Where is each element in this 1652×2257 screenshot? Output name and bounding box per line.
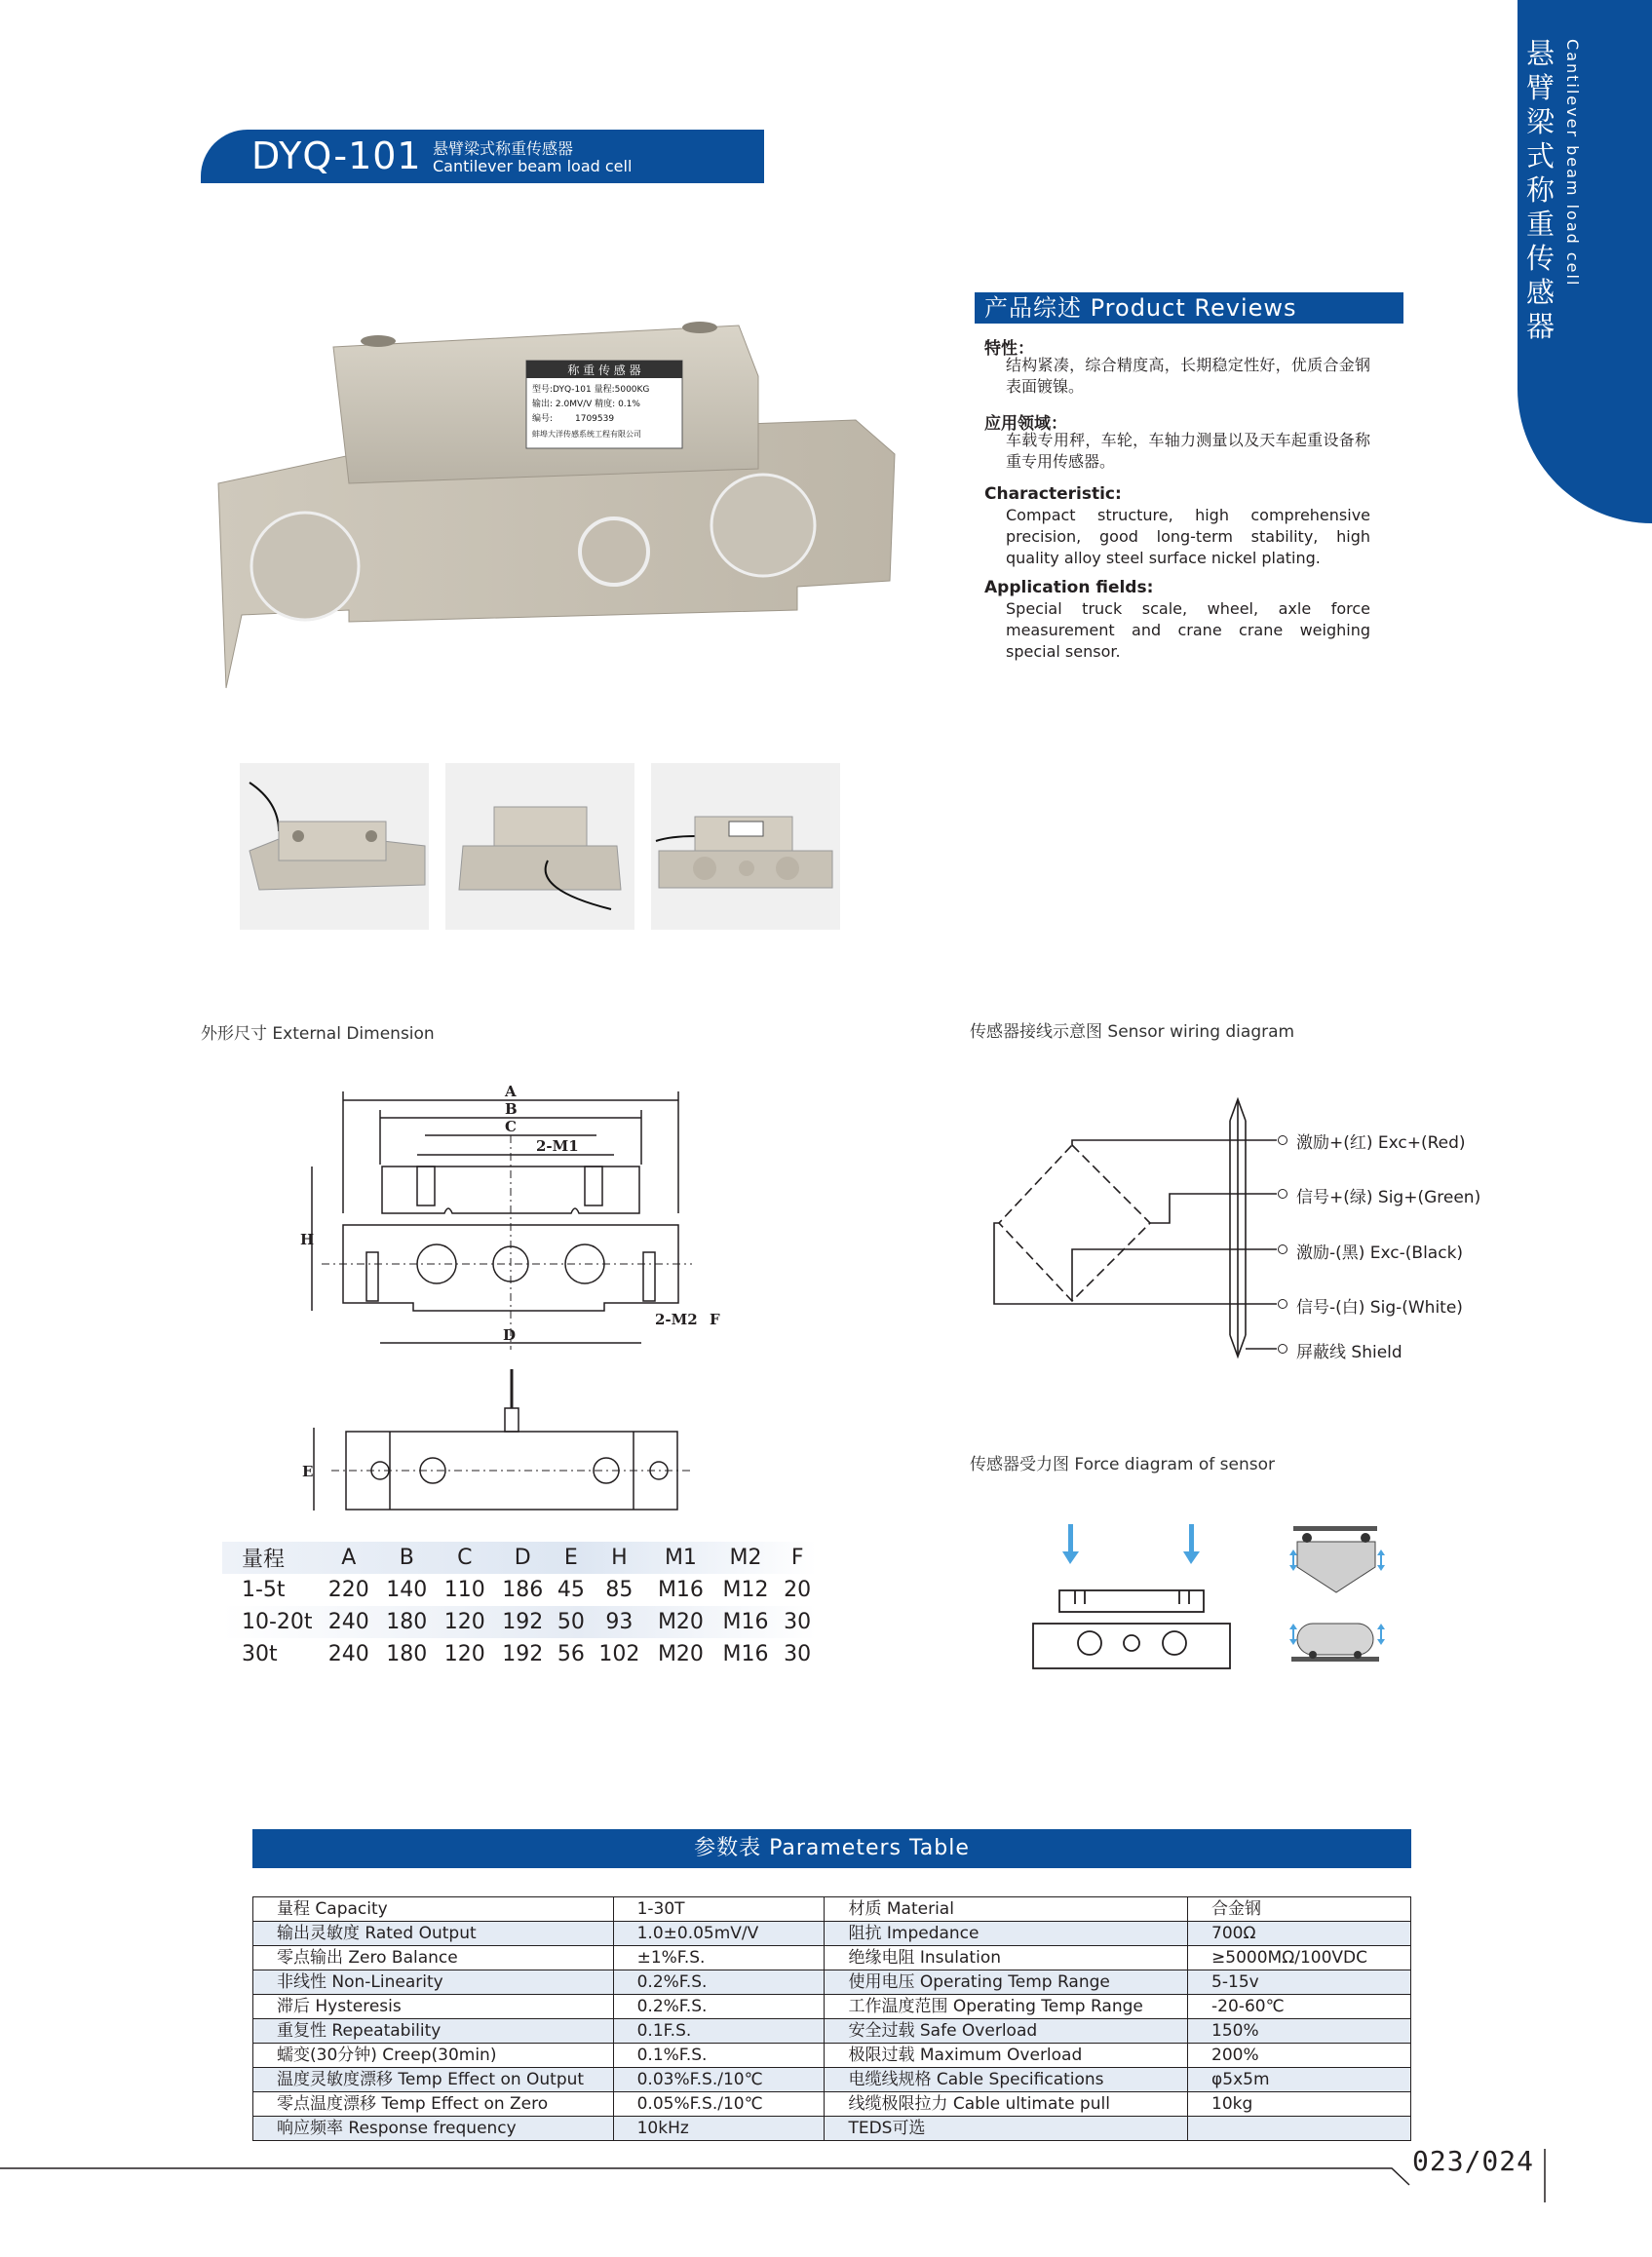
spec-header: E xyxy=(563,1546,578,1570)
wiring-diagram xyxy=(984,1091,1277,1364)
label-serial: 1709539 xyxy=(575,414,615,424)
params-row xyxy=(253,1946,1411,1970)
param-value: 0.1F.S. xyxy=(613,2019,825,2044)
wire-label: 信号+(绿) Sig+(Green) xyxy=(1296,1188,1481,1207)
param-value: 200% xyxy=(1188,2044,1411,2068)
spec-cell: 85 xyxy=(605,1578,634,1602)
terminal-icon xyxy=(1278,1299,1287,1309)
dim-label-m2: 2-M2 xyxy=(655,1311,698,1328)
param-name: 线缆极限拉力 Cable ultimate pull xyxy=(825,2092,1188,2117)
param-name: 电缆线规格 Cable Specifications xyxy=(825,2068,1188,2092)
force-diagram xyxy=(1028,1520,1394,1676)
label-line2: 输出: 2.0MV/V 精度: 0.1% xyxy=(532,400,640,409)
spec-row xyxy=(222,1574,817,1606)
review-text: Special truck scale, wheel, axle force measurement and crane crane weighing special sensor. xyxy=(1006,599,1370,661)
spec-header: M2 xyxy=(729,1546,762,1570)
product-name-cn: 悬臂梁式称重传感器 xyxy=(433,139,574,158)
wire-label: 屏蔽线 Shield xyxy=(1296,1343,1402,1362)
dim-label-f: F xyxy=(710,1311,720,1328)
review-text: 车载专用秤，车轮，车轴力测量以及天车起重设备称重专用传感器。 xyxy=(1006,431,1370,471)
params-row xyxy=(253,1897,1411,1922)
wire-label: 信号-(白) Sig-(White) xyxy=(1296,1298,1463,1318)
param-value: 0.2%F.S. xyxy=(613,1970,825,1995)
param-name: 温度灵敏度漂移 Temp Effect on Output xyxy=(253,2068,614,2092)
thumbnail-photo-2 xyxy=(445,763,634,930)
param-value: 0.03%F.S./10℃ xyxy=(613,2068,825,2092)
param-name: 滞后 Hysteresis xyxy=(253,1995,614,2019)
spec-cell: 30 xyxy=(784,1642,812,1666)
product-name-en: Cantilever beam load cell xyxy=(433,157,633,175)
spec-cell: M20 xyxy=(657,1642,704,1666)
spec-cell: 140 xyxy=(386,1578,428,1602)
params-table xyxy=(252,1896,1411,2141)
terminal-icon xyxy=(1278,1135,1287,1145)
params-row xyxy=(253,2068,1411,2092)
wire-label: 激励-(黑) Exc-(Black) xyxy=(1296,1243,1464,1263)
dim-label-c: C xyxy=(505,1118,517,1135)
spec-table xyxy=(222,1542,817,1670)
spec-cell: 30 xyxy=(784,1610,812,1634)
param-value: 5-15v xyxy=(1188,1970,1411,1995)
spec-cell: M12 xyxy=(722,1578,769,1602)
spec-cell: 180 xyxy=(386,1642,428,1666)
spec-header: B xyxy=(399,1546,414,1570)
param-value: 10kg xyxy=(1188,2092,1411,2117)
side-tab-en: Cantilever beam load cell xyxy=(1563,39,1582,287)
param-value: 合金钢 xyxy=(1188,1897,1411,1922)
spec-cell: 110 xyxy=(443,1578,485,1602)
side-tab-cn: 悬臂梁式称重传感器 xyxy=(1526,37,1556,343)
param-name: 量程 Capacity xyxy=(253,1897,614,1922)
dim-label-d: D xyxy=(503,1326,517,1344)
dimension-drawing xyxy=(292,1077,750,1525)
param-name: TEDS可选 xyxy=(825,2117,1188,2141)
dim-label-h: H xyxy=(300,1231,315,1248)
spec-cell: 1-5t xyxy=(242,1578,286,1602)
param-value: ±1%F.S. xyxy=(613,1946,825,1970)
spec-cell: 30t xyxy=(242,1642,278,1666)
params-row xyxy=(253,2044,1411,2068)
label-line1: 型号:DYQ-101 量程:5000KG xyxy=(532,385,650,395)
param-name: 非线性 Non-Linearity xyxy=(253,1970,614,1995)
review-heading: Characteristic: xyxy=(984,484,1122,504)
spec-cell: 102 xyxy=(598,1642,640,1666)
param-value: -20-60℃ xyxy=(1188,1995,1411,2019)
spec-row xyxy=(222,1638,817,1670)
spec-cell: 56 xyxy=(557,1642,585,1666)
spec-header-row xyxy=(222,1542,817,1574)
param-name: 绝缘电阻 Insulation xyxy=(825,1946,1188,1970)
footer-rule xyxy=(0,2144,1652,2202)
spec-header: D xyxy=(514,1546,531,1570)
param-value: 0.05%F.S./10℃ xyxy=(613,2092,825,2117)
spec-cell: 120 xyxy=(443,1610,485,1634)
param-value: 0.1%F.S. xyxy=(613,2044,825,2068)
dim-label-e: E xyxy=(302,1463,314,1480)
wiring-section-label: 传感器接线示意图 Sensor wiring diagram xyxy=(970,1022,1295,1042)
label-line3: 编号: xyxy=(532,414,554,424)
spec-cell: 220 xyxy=(327,1578,369,1602)
review-text: Compact structure, high comprehensive precision, good long-term stability, high quality alloy steel surface nickel plating. xyxy=(1006,506,1370,567)
param-value: 0.2%F.S. xyxy=(613,1995,825,2019)
param-name: 响应频率 Response frequency xyxy=(253,2117,614,2141)
param-value: 1-30T xyxy=(613,1897,825,1922)
param-name: 使用电压 Operating Temp Range xyxy=(825,1970,1188,1995)
terminal-icon xyxy=(1278,1244,1287,1254)
param-name: 极限过载 Maximum Overload xyxy=(825,2044,1188,2068)
force-section-label: 传感器受力图 Force diagram of sensor xyxy=(970,1455,1276,1474)
param-name: 安全过载 Safe Overload xyxy=(825,2019,1188,2044)
reviews-title: 产品综述 Product Reviews xyxy=(984,294,1297,322)
spec-cell: 240 xyxy=(327,1610,369,1634)
param-name: 阻抗 Impedance xyxy=(825,1922,1188,1946)
params-row xyxy=(253,2117,1411,2141)
spec-cell: 180 xyxy=(386,1610,428,1634)
param-value: 1.0±0.05mV/V xyxy=(613,1922,825,1946)
dim-label-b: B xyxy=(505,1100,518,1118)
spec-cell: 186 xyxy=(502,1578,544,1602)
thumbnail-photo-1 xyxy=(240,763,429,930)
model-number: DYQ-101 xyxy=(251,134,422,177)
param-value: 10kHz xyxy=(613,2117,825,2141)
param-value: φ5x5m xyxy=(1188,2068,1411,2092)
spec-cell: 192 xyxy=(502,1610,544,1634)
param-name: 材质 Material xyxy=(825,1897,1188,1922)
spec-cell: M16 xyxy=(722,1642,769,1666)
spec-cell: M16 xyxy=(722,1610,769,1634)
dim-label-m1: 2-M1 xyxy=(536,1137,579,1155)
param-value xyxy=(1188,2117,1411,2141)
spec-cell: 93 xyxy=(605,1610,634,1634)
review-text: 结构紧凑，综合精度高，长期稳定性好，优质合金钢表面镀镍。 xyxy=(1006,356,1370,396)
param-name: 零点输出 Zero Balance xyxy=(253,1946,614,1970)
terminal-icon xyxy=(1278,1344,1287,1354)
wire-label: 激励+(红) Exc+(Red) xyxy=(1296,1133,1466,1153)
params-row xyxy=(253,1922,1411,1946)
page-number: 023/024 xyxy=(1412,2145,1535,2177)
param-value: ≥5000MΩ/100VDC xyxy=(1188,1946,1411,1970)
params-row xyxy=(253,1995,1411,2019)
spec-row xyxy=(222,1606,817,1638)
spec-header: M1 xyxy=(664,1546,697,1570)
review-heading: Application fields: xyxy=(984,578,1154,597)
review-heading: 特性： xyxy=(984,339,1034,359)
params-row xyxy=(253,2092,1411,2117)
spec-cell: 45 xyxy=(557,1578,585,1602)
param-name: 零点温度漂移 Temp Effect on Zero xyxy=(253,2092,614,2117)
spec-header: 量程 xyxy=(242,1548,286,1572)
spec-cell: 20 xyxy=(784,1578,812,1602)
label-company: 蚌埠大洋传感系统工程有限公司 xyxy=(532,430,641,439)
dim-label-a: A xyxy=(505,1083,517,1100)
spec-cell: 10-20t xyxy=(242,1610,313,1634)
param-value: 700Ω xyxy=(1188,1922,1411,1946)
label-title: 称 重 传 感 器 xyxy=(567,363,641,377)
spec-cell: M16 xyxy=(657,1578,704,1602)
spec-header: C xyxy=(457,1546,473,1570)
spec-cell: 240 xyxy=(327,1642,369,1666)
params-row xyxy=(253,2019,1411,2044)
params-row xyxy=(253,1970,1411,1995)
product-photo xyxy=(212,318,906,693)
dimension-section-label: 外形尺寸 External Dimension xyxy=(201,1024,435,1044)
review-heading: 应用领域： xyxy=(984,414,1067,434)
param-name: 输出灵敏度 Rated Output xyxy=(253,1922,614,1946)
terminal-icon xyxy=(1278,1189,1287,1199)
params-title: 参数表 Parameters Table xyxy=(694,1836,970,1860)
thumbnail-photo-3 xyxy=(651,763,840,930)
param-name: 重复性 Repeatability xyxy=(253,2019,614,2044)
spec-cell: M20 xyxy=(657,1610,704,1634)
spec-cell: 50 xyxy=(557,1610,585,1634)
spec-cell: 120 xyxy=(443,1642,485,1666)
spec-cell: 192 xyxy=(502,1642,544,1666)
param-name: 蠕变(30分钟) Creep(30min) xyxy=(253,2044,614,2068)
spec-header: A xyxy=(341,1546,357,1570)
spec-header: F xyxy=(790,1546,804,1570)
param-name: 工作温度范围 Operating Temp Range xyxy=(825,1995,1188,2019)
spec-header: H xyxy=(611,1546,628,1570)
param-value: 150% xyxy=(1188,2019,1411,2044)
